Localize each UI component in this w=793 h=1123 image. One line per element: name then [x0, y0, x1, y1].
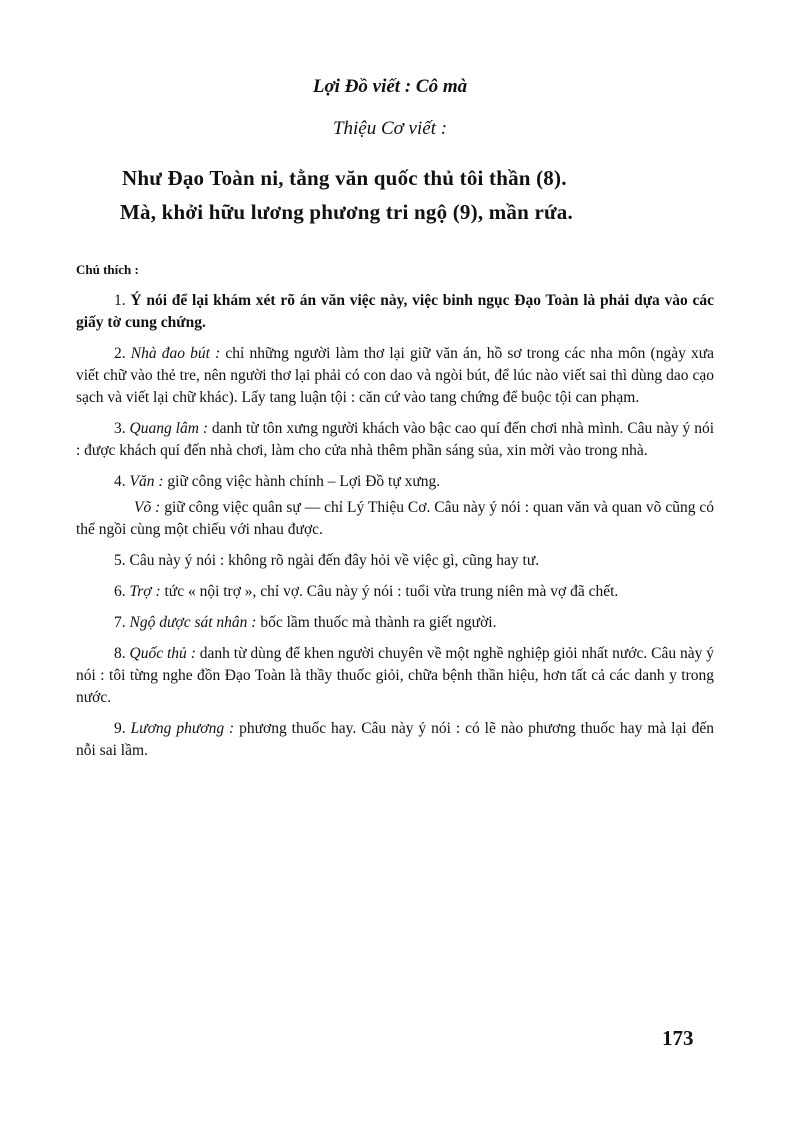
note-item [76, 418, 714, 462]
note-term: Lương phương : [130, 720, 235, 737]
notes-list [76, 290, 714, 771]
note-term: Võ : [134, 499, 161, 516]
page-number: 173 [662, 1026, 694, 1050]
note-term: Trợ : [129, 583, 161, 600]
notes-title: Chú thích : [76, 262, 139, 277]
note-number: 6. [114, 583, 126, 600]
note-number: 2. [114, 345, 126, 362]
speaker-line-thieu-co: Thiệu Cơ viết : [332, 118, 448, 139]
note-number: 5. [114, 552, 126, 569]
note-text: bốc lầm thuốc mà thành ra giết người. [260, 614, 497, 631]
note-item [76, 290, 714, 334]
note-text: tức « nội trợ », chỉ vợ. Câu này ý nói : tuổi vừa trung niên mà vợ đã chết. [164, 583, 619, 600]
note-item [76, 581, 714, 603]
note-term: Ngộ dược sát nhân : [129, 614, 257, 631]
note-text: chỉ những người làm thơ lại giữ văn án, hồ sơ trong các nha môn (ngày xưa viết chữ vào thẻ tre, nên người thơ lại phải có con dao và ngòi bút, để lúc nào viết sai thì dùng dao cạo sạch và viết lại chữ khác). Lấy tang luận tội : căn cứ vào tang chứng để buộc tội can phạm. [76, 345, 715, 406]
note-term: Quốc thủ : [129, 645, 196, 662]
note-item [76, 718, 714, 762]
note-text: Ý nói để lại khám xét rõ án văn việc này, việc binh ngục Đạo Toàn là phải dựa vào các giấy tờ cung chứng. [76, 292, 715, 331]
note-text: Câu này ý nói : không rõ ngài đến đây hỏi về việc gì, cũng hay tư. [129, 552, 540, 569]
note-number: 4. [114, 473, 126, 490]
note-term: Nhà đao bút : [130, 345, 221, 362]
verse-line-1: Như Đạo Toàn ni, tằng văn quốc thủ tôi thần (8). [122, 166, 567, 190]
verse-line-2: Mà, khởi hữu lương phương tri ngộ (9), mần rứa. [120, 200, 573, 224]
note-number: 8. [114, 645, 126, 662]
note-number: 7. [114, 614, 126, 631]
note-item [76, 497, 714, 541]
note-item [76, 343, 714, 409]
note-term: Văn : [129, 473, 164, 490]
note-number: 3. [114, 420, 126, 437]
note-number: 9. [114, 720, 126, 737]
note-item [76, 643, 714, 709]
note-text: giữ công việc hành chính – Lợi Đồ tự xưng. [167, 473, 441, 490]
note-text: danh từ dùng để khen người chuyên về một nghề nghiệp giỏi nhất nước. Câu này ý nói : tôi từng nghe đồn Đạo Toàn là thầy thuốc giỏi, chữa bệnh thần hiệu, hơn tất cả các danh y trong nước. [76, 645, 714, 706]
note-text: giữ công việc quân sự — chỉ Lý Thiệu Cơ. Câu này ý nói : quan văn và quan võ cũng có thể ngồi cùng một chiếu với nhau được. [76, 499, 714, 538]
note-item [76, 550, 714, 572]
note-number: 1. [114, 292, 126, 309]
note-item [76, 612, 714, 634]
note-text: danh từ tôn xưng người khách vào bậc cao quí đến chơi nhà mình. Câu này ý nói : được khách quí đến nhà chơi, làm cho cửa nhà thêm phần sáng sủa, xin mời vào trong nhà. [76, 420, 715, 459]
note-text: phương thuốc hay. Câu này ý nói : có lẽ nào phương thuốc hay mà lại đến nỗi sai lầm. [76, 720, 714, 759]
note-term: Quang lâm : [129, 420, 208, 437]
speaker-line-loi-do: Lợi Đồ viết : Cô mà [312, 76, 468, 97]
note-item [76, 471, 714, 493]
